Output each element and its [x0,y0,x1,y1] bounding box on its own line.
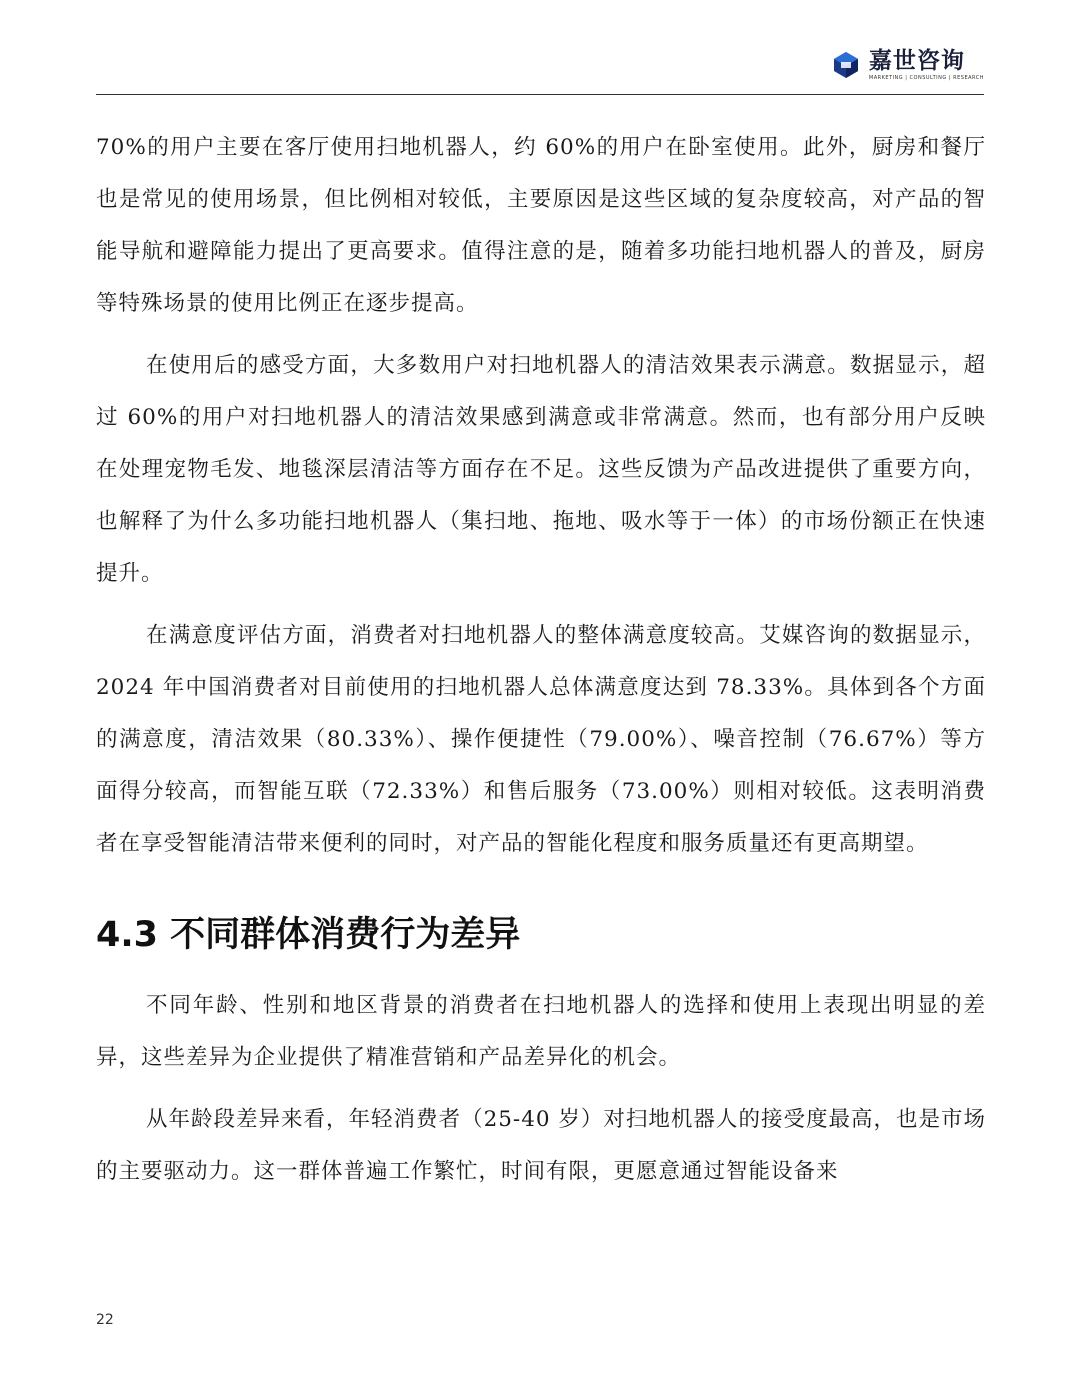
page-number: 22 [96,1312,114,1328]
brand-tagline: MARKETING | CONSULTING | RESEARCH [868,75,984,81]
brand-logo [831,48,984,82]
paragraph-usage-locations: 70%的用户主要在客厅使用扫地机器人，约 60%的用户在卧室使用。此外，厨房和餐厅也是常见的使用场景，但比例相对较低，主要原因是这些区域的复杂度较高，对产品的智能导航和避障能力提出了更高要求。值得注意的是，随着多功能扫地机器人的普及，厨房等特殊场景的使用比例正在逐步提高。 [96,135,986,316]
page-content [96,122,986,1198]
brand-mark-icon [831,50,861,80]
paragraph-group-differences: 不同年龄、性别和地区背景的消费者在扫地机器人的选择和使用上表现出明显的差异，这些差异为企业提供了精准营销和产品差异化的机会。 [96,993,986,1070]
paragraph-user-feedback: 在使用后的感受方面，大多数用户对扫地机器人的清洁效果表示满意。数据显示，超过 60%的用户对扫地机器人的清洁效果感到满意或非常满意。然而，也有部分用户反映在处理宠物毛发、地毯深层清洁等方面存在不足。这些反馈为产品改进提供了重要方向，也解释了为什么多功能扫地机器人（集扫地、拖地、吸水等于一体）的市场份额正在快速提升。 [96,353,986,586]
paragraph-age-differences: 从年龄段差异来看，年轻消费者（25-40 岁）对扫地机器人的接受度最高，也是市场的主要驱动力。这一群体普遍工作繁忙，时间有限，更愿意通过智能设备来 [96,1107,986,1184]
brand-name: 嘉世咨询 [868,48,965,74]
section-title: 4.3 不同群体消费行为差异 [96,915,521,955]
paragraph-satisfaction: 在满意度评估方面，消费者对扫地机器人的整体满意度较高。艾媒咨询的数据显示，2024 年中国消费者对目前使用的扫地机器人总体满意度达到 78.33%。具体到各个方面的满意度，清洁效果（80.33%）、操作便捷性（79.00%）、噪音控制（76.67%）等方面得分较高，而智能互联（72.33%）和售后服务（73.00%）则相对较低。这表明消费者在享受智能清洁带来便利的同时，对产品的智能化程度和服务质量还有更高期望。 [96,623,986,856]
page-header [96,40,984,95]
